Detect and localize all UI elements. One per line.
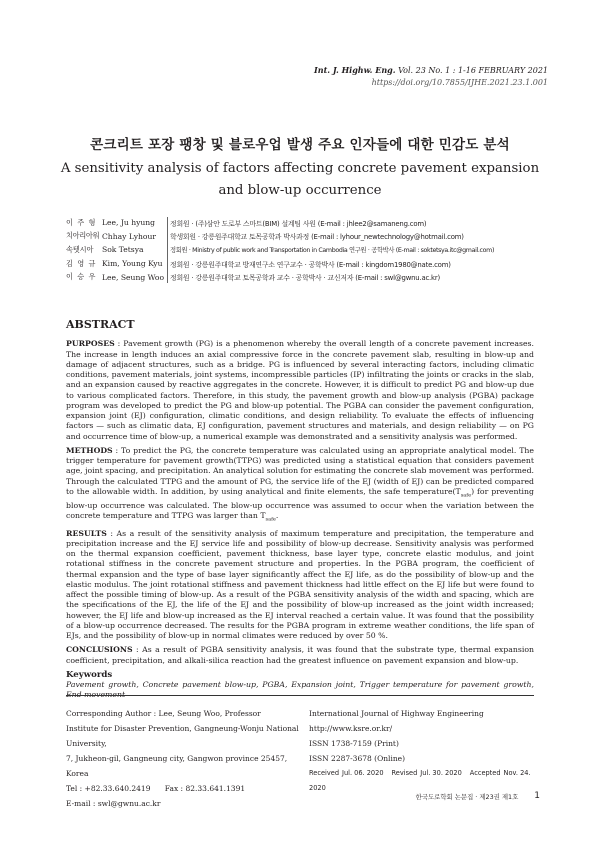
- journal-name: International Journal of Highway Engineering: [309, 709, 484, 718]
- title-korean: 콘크리트 포장 팽창 및 블로우업 발생 주요 인자들에 대한 민감도 분석: [90, 137, 510, 153]
- results-label: RESULTS: [66, 528, 107, 538]
- methods-text: : To predict the PG, the concrete temperature was calculated using an appropriate analytical model. The trigger temperature for pavement growth(TTPG) was predicted using a statistical equation that considers pavement age, joint spacing, and precipitation. An analytical solution for estimating the concrete slab movement was performed. Through the calculated TTPG and the amount of PG, the service life of the EJ (width of EJ) can be predicted compared to the allowable width. In addition, by using analytical and finite elements, the safe temperature(T: [66, 445, 534, 496]
- title-english-line2: and blow-up occurrence: [218, 183, 382, 198]
- journal-citation: [314, 64, 548, 77]
- author-divider: [167, 217, 168, 283]
- issn-print: ISSN 1738-7159 (Print): [309, 739, 399, 748]
- author-name-ko: 이 주 형: [66, 217, 97, 227]
- author-row: [66, 257, 546, 271]
- corr-address-line: 7, Jukheon-gil, Gangneung city, Gangwon province 25457, Korea: [66, 754, 288, 778]
- author-name-ko: 이 승 우: [66, 272, 97, 282]
- author-name-ko: 김 영 규: [66, 258, 97, 268]
- accepted-label: Accepted: [469, 769, 501, 777]
- author-affiliation: 학생회원 · 강릉원주대학교 토목공학과 박사과정 (E-mail : lyhour_newtechnology@hotmail.com): [170, 233, 464, 242]
- journal-info-block: [309, 706, 549, 796]
- journal-url[interactable]: http://www.ksre.or.kr/: [309, 724, 393, 733]
- author-affiliation: 정회원 · 강릉원주대학교 토목공학과 교수 · 공학박사 · 교신저자 (E-mail : swl@gwnu.ac.kr): [170, 274, 440, 283]
- author-name-en: Lee, Seung Woo: [102, 272, 165, 282]
- abstract-heading: ABSTRACT: [66, 318, 135, 331]
- author-affiliation: 정회원 · (주)삼안 도로부 스마트(BIM) 설계팀 사원 (E-mail : jhlee2@samaneng.com): [170, 219, 427, 228]
- journal-header: [314, 64, 548, 89]
- volume-issue: Vol. 23 No. 1 : 1-16 FEBRUARY 2021: [398, 66, 548, 75]
- author-row: [66, 270, 546, 284]
- safe-subscript: safe: [460, 492, 472, 499]
- purposes-label: PURPOSES: [66, 339, 115, 349]
- author-name-en: Chhay Lyhour: [102, 231, 157, 241]
- revised-label: Revised: [391, 769, 418, 777]
- conclusions-label: CONCLUSIONS: [66, 645, 133, 655]
- accepted-date: Nov. 24. 2020: [309, 769, 531, 792]
- results-text: : As a result of the sensitivity analysis of maximum temperature and precipitation, the temperature and precipitation increase and the EJ service life and possibility of blow-up decrease. Sensitivity analysis was performed on the thermal expansion coefficient, pavement thickness, base layer type, concrete elastic modulus, and joint rotational stiffness in the concrete pavement structure and properties. In the PGBA program, the coefficient of thermal expansion and the type of base layer significantly affect the EJ life, as do the possibility of blow-up and the elastic modulus. The joint rotational stiffness and pavement thickness had little effect on the EJ life but were found to affect the possible timing of blow-up. As a result of the PGBA sensitivity analysis of the width and spacing, which are the specifications of the EJ, the life of the EJ and the possibility of blow-up increased as the joint width increased; however, the EJ life and blow-up increased as the EJ interval reached a certain value. It was found that the possibility of a blow-up occurrence decreased. The results for the PGBA program in extreme weather conditions, the life span of EJs, and the possibility of blow-up in normal climates were reduced by over 50 %.: [66, 528, 534, 641]
- author-name-en: Kim, Young Kyu: [102, 259, 163, 269]
- revised-date: Jul. 30. 2020: [420, 769, 462, 777]
- author-row: [66, 243, 546, 257]
- methods-text-cont: ) for preventing blow-up occurrence was calculated. The blow-up occurrence was assumed to occur when the variation between the concrete temperature and TTPG was larger than T: [66, 486, 534, 520]
- purposes-text: : Pavement growth (PG) is a phenomenon whereby the overall length of a concrete pavement increases. The increase in length induces an axial compressive force in the concrete pavement slab, resulting in blow-up and damage of adjacent structures, such as a bridge. PG is influenced by several interacting factors, including climatic conditions, pavement materials, joint systems, incompressible particles (IP) infiltrating the joints or cracks in the slab, and an expansion caused by reactive aggregates in the concrete. However, it is difficult to predict PG and blow-up due to various complicated factors. Therefore, in this study, the pavement growth and blow-up analysis (PGBA) package program was developed to predict the PG and blow-up potential. The PGBA can consider the pavement configuration, expansion joint (EJ) configuration, climatic conditions, and design reliability. To evaluate the effects of influencing factors — such as climatic data, EJ configuration, pavement structures and materials, and design reliability — on PG and occurrence time of blow-up, a numerical example was demonstrated and a sensitivity analysis was performed.: [66, 339, 534, 441]
- page-number: 1: [534, 791, 540, 801]
- methods-paragraph: [66, 446, 534, 525]
- section-divider: [66, 695, 534, 696]
- author-name-ko: 속텟시아: [66, 244, 94, 254]
- corr-email-line[interactable]: E-mail : swl@gwnu.ac.kr: [66, 799, 161, 808]
- conclusions-paragraph: [66, 645, 534, 666]
- issn-online: ISSN 2287-3678 (Online): [309, 754, 406, 763]
- author-name-en: Lee, Ju hyung: [102, 218, 156, 228]
- keywords-heading: Keywords: [66, 669, 113, 680]
- methods-label: METHODS: [66, 445, 113, 455]
- corr-phone-line: Tel : +82.33.640.2419 Fax : 82.33.641.1391: [66, 784, 246, 793]
- author-list: [66, 216, 546, 284]
- title-english: [60, 158, 540, 202]
- author-name-en: Sok Tetsya: [102, 245, 144, 255]
- page-footer: [416, 791, 540, 801]
- doi-link[interactable]: https://doi.org/10.7855/IJHE.2021.23.1.001: [371, 78, 548, 87]
- journal-abbrev: Int. J. Highw. Eng.: [314, 65, 396, 75]
- corr-author-line: Corresponding Author : Lee, Seung Woo, Professor: [66, 709, 261, 718]
- methods-text-end: .: [275, 510, 279, 520]
- results-paragraph: [66, 529, 534, 642]
- author-row: [66, 230, 546, 244]
- conclusions-text: : As a result of PGBA sensitivity analysis, it was found that the substrate type, thermal expansion coefficient, precipitation, and alkali-silica reaction had the greatest influence on pavement expansion and blow-up.: [66, 645, 534, 665]
- title-english-line1: A sensitivity analysis of factors affecting concrete pavement expansion: [60, 161, 540, 176]
- abstract-section: [66, 320, 534, 701]
- author-affiliation: 정회원 · Ministry of public work and Transportation in Cambodia 연구원 · 공학박사 (E-mail : soktetsya.itc@gmail.com): [170, 247, 495, 255]
- purposes-paragraph: [66, 339, 534, 442]
- safe-subscript: safe: [265, 516, 276, 523]
- author-row: [66, 216, 546, 230]
- received-label: Received: [309, 769, 339, 777]
- author-affiliation: 정회원 · 강릉원주대학교 방재연구소 연구교수 · 공학박사 (E-mail : kingdom1980@nate.com): [170, 260, 451, 269]
- footer-journal-name: 한국도로학회 논문집 · 제23권 제1호: [415, 792, 519, 801]
- author-name-ko: 치아리아워: [66, 231, 100, 241]
- received-date: Jul. 06. 2020: [342, 769, 384, 777]
- corr-institute-line: Institute for Disaster Prevention, Gangneung-Wonju National University,: [66, 724, 299, 748]
- keywords-text: Pavement growth, Concrete pavement blow-up, PGBA, Expansion joint, Trigger temperature for pavement growth, End movement: [66, 680, 534, 700]
- corresponding-author-block: [66, 706, 306, 811]
